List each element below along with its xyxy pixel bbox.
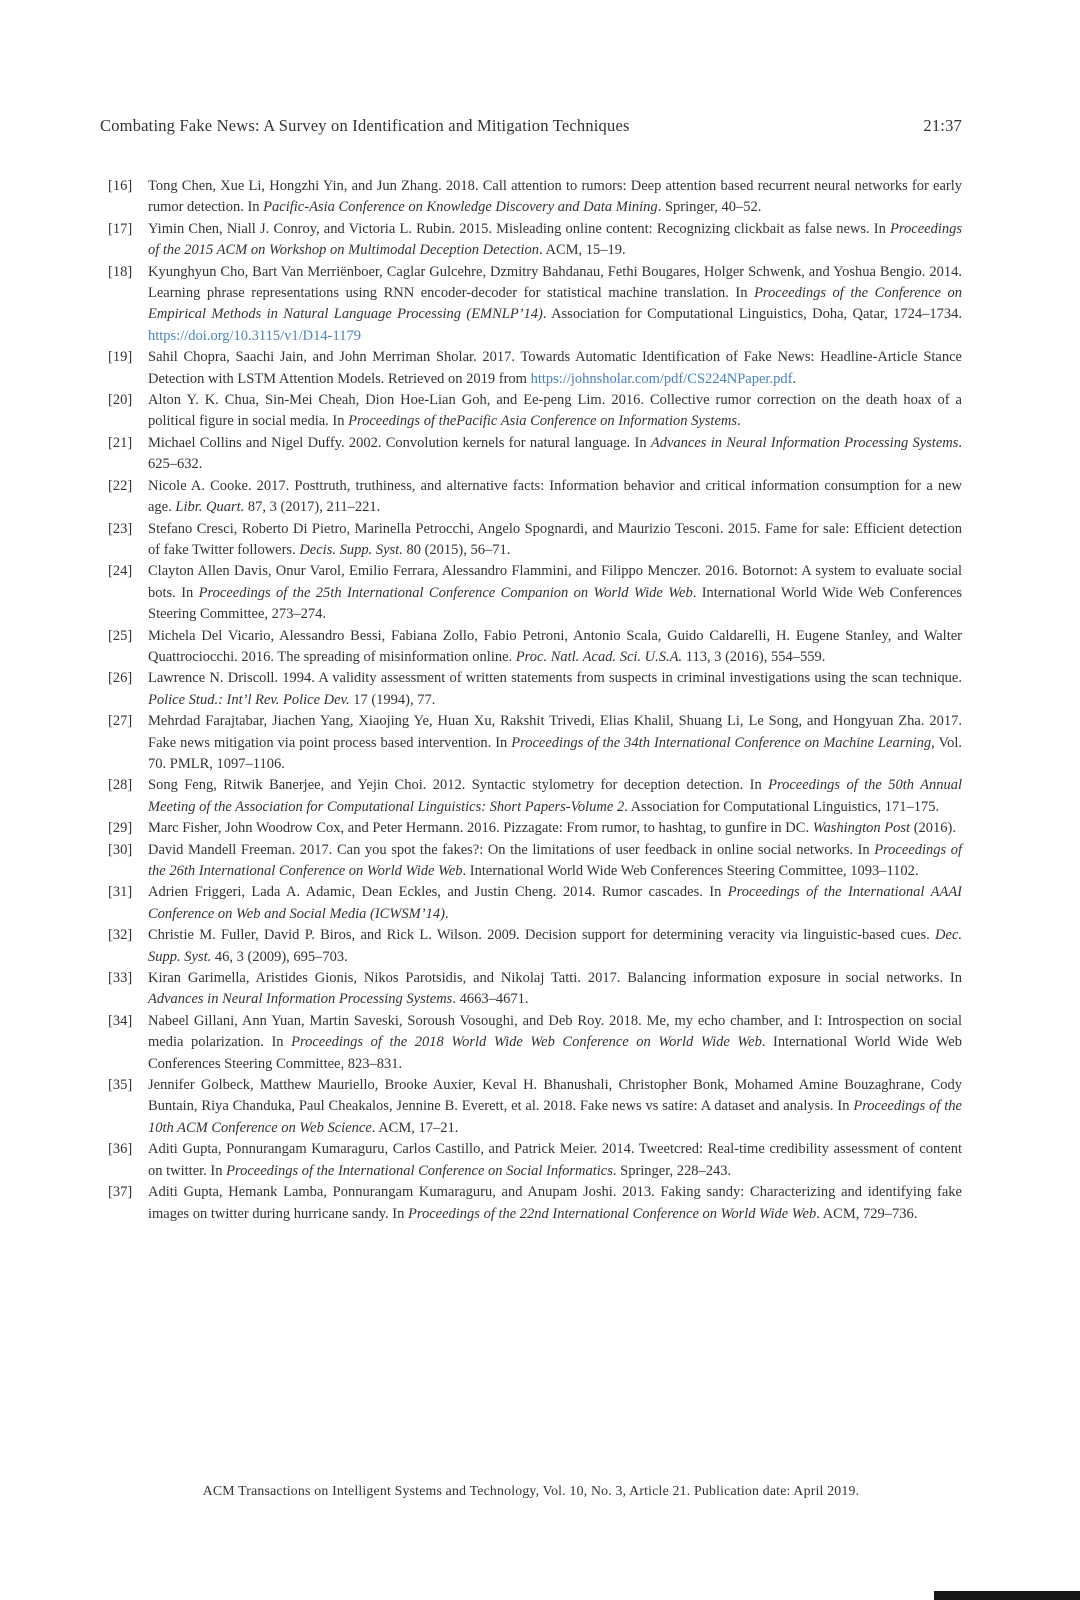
reference-text-segment: . Springer, 228–243.	[612, 1162, 732, 1179]
reference-text	[148, 842, 962, 879]
reference-text	[148, 628, 962, 665]
reference-venue: Proceedings of thePacific Asia Conference on Information Systems	[348, 413, 737, 430]
reference-text	[148, 1013, 962, 1072]
reference-number: [23]	[108, 520, 133, 537]
reference-venue: Dec. Supp. Syst.	[148, 927, 962, 965]
reference-text	[148, 349, 962, 386]
reference-text-segment: Yimin Chen, Niall J. Conroy, and Victoria L. Rubin. 2015. Misleading online content: Recognizing clickbait as false news. In	[148, 220, 891, 237]
reference-number: [29]	[108, 820, 133, 837]
reference-text-segment: Christie M. Fuller, David P. Biros, and Rick L. Wilson. 2009. Decision support for determining veracity via linguistic-based cues.	[148, 927, 936, 944]
reference-text-segment: Mehrdad Farajtabar, Jiachen Yang, Xiaojing Ye, Huan Xu, Rakshit Trivedi, Elias Khalil, Shuang Li, Le Song, and Hongyuan Zha. 2017. Fake news mitigation via point process based intervention. In	[148, 713, 962, 751]
reference-venue: Advances in Neural Information Processing Systems	[650, 434, 959, 451]
reference-text-segment: . International World Wide Web Conferences Steering Committee, 1093–1102.	[462, 863, 919, 879]
reference-item	[108, 476, 962, 519]
reference-text-segment: . International World Wide Web Conferences Steering Committee, 273–274.	[148, 584, 962, 623]
reference-number: [16]	[108, 178, 133, 194]
reference-text-segment: Michela Del Vicario, Alessandro Bessi, Fabiana Zollo, Fabio Petroni, Antonio Scala, Guido Caldarelli, H. Eugene Stanley, and Walter Quattrociocchi. 2016. The spreading of misinformation online.	[148, 627, 962, 665]
journal-footer	[100, 1483, 962, 1499]
reference-text	[148, 178, 962, 215]
reference-number: [28]	[108, 777, 133, 794]
reference-text-segment: . International World Wide Web Conferences Steering Committee, 823–831.	[148, 1034, 962, 1072]
reference-item	[108, 347, 962, 390]
reference-text-segment: Aditi Gupta, Hemank Lamba, Ponnurangam Kumaraguru, and Anupam Joshi. 2013. Faking sandy: Characterizing and identifying fake images on twitter during hurricane sandy. In	[148, 1184, 962, 1222]
reference-item	[108, 668, 962, 711]
reference-venue: Advances in Neural Information Processing Systems	[148, 991, 453, 1008]
reference-venue: Proceedings of the 10th ACM Conference on Web Science	[148, 1098, 962, 1136]
reference-text	[148, 1141, 962, 1178]
reference-text	[148, 713, 962, 772]
reference-text	[148, 1184, 962, 1221]
reference-text	[148, 478, 962, 515]
reference-text-segment: Nabeel Gillani, Ann Yuan, Martin Saveski, Soroush Vosoughi, and Deb Roy. 2018. Me, my echo chamber, and I: Introspection on social media polarization. In	[148, 1012, 962, 1051]
reference-text	[148, 435, 962, 472]
reference-number: [26]	[108, 670, 133, 687]
reference-text-segment: Kyunghyun Cho, Bart Van Merriënboer, Caglar Gulcehre, Dzmitry Bahdanau, Fethi Bougares, Holger Schwenk, and Yoshua Bengio. 2014. Learning phrase representations using RNN encoder-decoder for statistical machine translation. In	[148, 263, 962, 302]
reference-text-segment: . ACM, 15–19.	[539, 242, 626, 259]
reference-link[interactable]: https://johnsholar.com/pdf/CS224NPaper.pdf	[530, 370, 793, 387]
reference-item	[108, 561, 962, 625]
reference-text	[148, 521, 962, 558]
reference-text	[148, 392, 962, 429]
reference-text-segment: 46, 3 (2009), 695–703.	[211, 948, 348, 965]
reference-venue: Proceedings of the 22nd International Conference on World Wide Web	[408, 1205, 817, 1222]
reference-text-segment: 113, 3 (2016), 554–559.	[682, 648, 826, 665]
reference-text	[148, 1077, 962, 1136]
reference-item	[108, 1075, 962, 1139]
reference-venue: Proceedings of the 2015 ACM on Workshop on Multimodal Deception Detection	[148, 220, 962, 259]
bottom-right-bar	[934, 1591, 1080, 1600]
reference-text-segment: . Association for Computational Linguistics, Doha, Qatar, 1724–1734.	[542, 306, 962, 323]
reference-text-segment: Alton Y. K. Chua, Sin-Mei Cheah, Dion Hoe-Lian Goh, and Ee-peng Lim. 2016. Collective rumor correction on the death hoax of a political figure in social media. In	[148, 392, 962, 430]
reference-venue: Washington Post	[812, 820, 911, 837]
reference-venue: Proceedings of the Conference on Empirical Methods in Natural Language Processing (EMNLP’14)	[148, 285, 962, 323]
reference-item	[108, 519, 962, 562]
reference-text	[148, 777, 962, 814]
reference-venue: Pacific-Asia Conference on Knowledge Discovery and Data Mining	[263, 199, 658, 216]
reference-number: [18]	[108, 263, 133, 280]
reference-number: [25]	[108, 627, 133, 644]
reference-list	[108, 176, 962, 1225]
reference-item	[108, 626, 962, 669]
reference-item	[108, 775, 962, 818]
reference-item	[108, 968, 962, 1011]
reference-text-segment: . Association for Computational Linguistics, 171–175.	[624, 798, 940, 815]
running-head	[100, 116, 962, 136]
reference-text	[148, 970, 962, 1007]
reference-venue: Police Stud.: Int’l Rev. Police Dev.	[148, 691, 350, 708]
reference-text-segment: . ACM, 729–736.	[816, 1205, 918, 1222]
reference-item	[108, 433, 962, 476]
reference-item	[108, 925, 962, 968]
reference-text-segment: 17 (1994), 77.	[349, 691, 436, 708]
reference-item	[108, 711, 962, 775]
reference-text-segment: Marc Fisher, John Woodrow Cox, and Peter Hermann. 2016. Pizzagate: From rumor, to hashtag, to gunfire in DC.	[148, 820, 813, 837]
reference-venue: Proceedings of the 2018 World Wide Web Conference on World Wide Web	[291, 1034, 762, 1051]
reference-number: [24]	[108, 563, 133, 580]
reference-number: [22]	[108, 477, 133, 494]
reference-venue: Proc. Natl. Acad. Sci. U.S.A.	[515, 648, 683, 665]
reference-number: [35]	[108, 1077, 133, 1094]
reference-text-segment: Tong Chen, Xue Li, Hongzhi Yin, and Jun Zhang. 2018. Call attention to rumors: Deep attention based recurrent neural networks for early rumor detection. In	[148, 178, 962, 216]
reference-text-segment: Michael Collins and Nigel Duffy. 2002. Convolution kernels for natural language. In	[148, 434, 651, 451]
reference-link[interactable]: https://doi.org/10.3115/v1/D14-1179	[148, 327, 361, 344]
reference-text	[148, 221, 962, 258]
reference-number: [37]	[108, 1184, 133, 1201]
reference-text-segment: (2016).	[910, 820, 956, 837]
running-head-title: Combating Fake News: A Survey on Identification and Mitigation Techniques	[100, 116, 630, 135]
reference-number: [19]	[108, 349, 133, 366]
reference-text-segment: . Springer, 40–52.	[657, 199, 762, 216]
reference-text-segment: Lawrence N. Driscoll. 1994. A validity assessment of written statements from suspects in criminal investigations using the scan technique.	[148, 670, 962, 687]
reference-text	[148, 563, 962, 622]
reference-text-segment: 87, 3 (2017), 211–221.	[244, 499, 381, 516]
reference-item	[108, 390, 962, 433]
reference-number: [33]	[108, 970, 133, 987]
reference-item	[108, 1011, 962, 1075]
reference-number: [34]	[108, 1012, 133, 1029]
reference-text	[148, 820, 956, 836]
reference-text-segment: Sahil Chopra, Saachi Jain, and John Merriman Sholar. 2017. Towards Automatic Identification of Fake News: Headline-Article Stance Detection with LSTM Attention Models. Retrieved on 2019 from	[148, 349, 962, 387]
reference-item	[108, 1139, 962, 1182]
reference-text	[148, 927, 962, 964]
reference-text-segment: . 4663–4671.	[452, 991, 529, 1008]
page-number: 21:37	[923, 116, 962, 135]
reference-item	[108, 840, 962, 883]
reference-venue: Proceedings of the 34th International Conference on Machine Learning	[511, 734, 932, 751]
reference-venue: Proceedings of the 26th International Conference on World Wide Web	[148, 841, 962, 879]
reference-number: [27]	[108, 713, 133, 730]
reference-number: [30]	[108, 841, 133, 858]
reference-item	[108, 176, 962, 219]
reference-number: [36]	[108, 1141, 133, 1158]
reference-text-segment: . ACM, 17–21.	[371, 1119, 459, 1136]
reference-text-segment: .	[792, 370, 797, 387]
reference-venue: Proceedings of the 50th Annual Meeting of the Association for Computational Linguistics: Short Papers-Volume 2	[148, 777, 962, 815]
reference-text-segment: . 625–632.	[148, 434, 962, 473]
reference-item	[108, 882, 962, 925]
reference-number: [17]	[108, 220, 133, 237]
reference-text-segment: Aditi Gupta, Ponnurangam Kumaraguru, Carlos Castillo, and Patrick Meier. 2014. Tweetcred: Real-time credibility assessment of content on twitter. In	[148, 1141, 962, 1179]
reference-venue: Decis. Supp. Syst.	[299, 541, 403, 558]
reference-number: [20]	[108, 392, 133, 409]
reference-venue: Proceedings of the International Conference on Social Informatics	[226, 1162, 613, 1179]
reference-number: [31]	[108, 884, 133, 901]
footer-text: ACM Transactions on Intelligent Systems and Technology, Vol. 10, No. 3, Article 21. Publication date: April 2019.	[202, 1483, 860, 1498]
reference-item	[108, 262, 962, 348]
reference-item	[108, 1182, 962, 1225]
reference-text	[148, 884, 962, 921]
reference-item	[108, 818, 962, 839]
reference-number: [21]	[108, 434, 133, 451]
reference-text-segment: Jennifer Golbeck, Matthew Mauriello, Brooke Auxier, Keval H. Bhanushali, Christopher Bonk, Mohamed Amine Bouzaghrane, Cody Buntain, Riya Chanduka, Paul Cheakalos, Jennine B. Everett, et al. 2018. Fake news vs satire: A dataset and analysis. In	[148, 1077, 962, 1115]
reference-venue: Libr. Quart.	[175, 499, 245, 516]
reference-text-segment: Clayton Allen Davis, Onur Varol, Emilio Ferrara, Alessandro Flammini, and Filippo Menczer. 2016. Botornot: A system to evaluate social bots. In	[148, 563, 962, 601]
reference-item	[108, 219, 962, 262]
reference-text-segment: Adrien Friggeri, Lada A. Adamic, Dean Eckles, and Justin Cheng. 2014. Rumor cascades. In	[148, 884, 728, 901]
reference-text	[148, 264, 962, 344]
reference-venue: Proceedings of the 25th International Conference Companion on World Wide Web	[198, 584, 693, 601]
reference-text-segment: 80 (2015), 56–71.	[402, 541, 511, 558]
reference-text-segment: , Vol. 70. PMLR, 1097–1106.	[148, 734, 962, 772]
reference-venue: Proceedings of the International AAAI Conference on Web and Social Media (ICWSM’14)	[148, 884, 963, 922]
reference-text	[148, 670, 962, 707]
reference-text-segment: Stefano Cresci, Roberto Di Pietro, Marinella Petrocchi, Angelo Spognardi, and Maurizio Tesconi. 2015. Fame for sale: Efficient detection of fake Twitter followers.	[148, 520, 962, 558]
reference-text-segment: .	[444, 905, 449, 922]
reference-number: [32]	[108, 927, 133, 944]
reference-text-segment: Song Feng, Ritwik Banerjee, and Yejin Choi. 2012. Syntactic stylometry for deception detection. In	[148, 777, 769, 794]
reference-text-segment: .	[737, 413, 741, 430]
reference-text-segment: Nicole A. Cooke. 2017. Posttruth, truthiness, and alternative facts: Information behavior and critical information consumption for a new age.	[148, 477, 962, 516]
reference-text-segment: Kiran Garimella, Aristides Gionis, Nikos Parotsidis, and Nikolaj Tatti. 2017. Balancing information exposure in social networks. In	[148, 970, 962, 987]
reference-text-segment: David Mandell Freeman. 2017. Can you spot the fakes?: On the limitations of user feedback in online social networks. In	[148, 841, 875, 858]
